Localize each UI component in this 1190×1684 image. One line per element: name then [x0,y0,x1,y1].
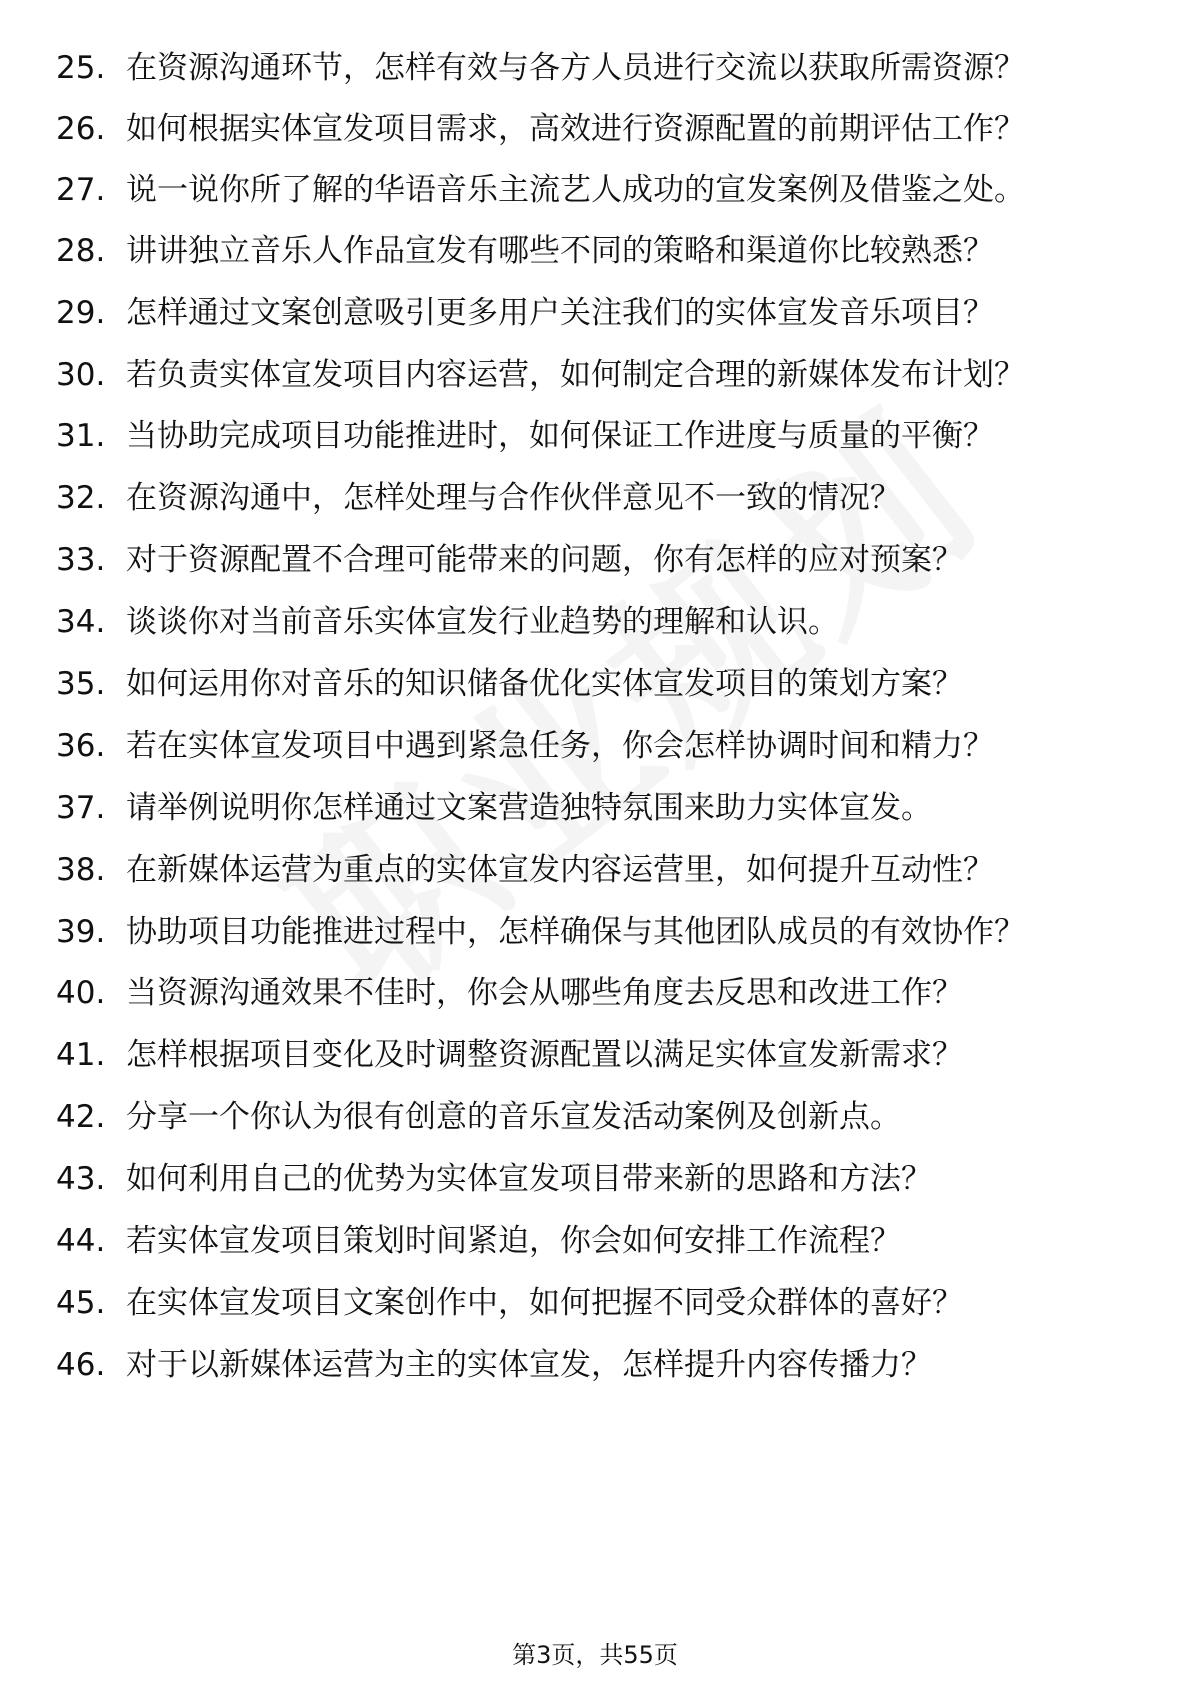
question-text: 在实体宣发项目文案创作中，如何把握不同受众群体的喜好？ [126,1285,963,1321]
question-number: 36. [56,728,106,764]
question-item [56,1159,1136,1200]
question-text: 在资源沟通环节，怎样有效与各方人员进行交流以获取所需资源？ [126,50,1025,86]
question-text: 分享一个你认为很有创意的音乐宣发活动案例及创新点。 [126,1099,901,1135]
question-item [56,293,1136,334]
question-number: 33. [56,542,106,578]
question-item [56,540,1136,581]
question-number: 41. [56,1037,106,1073]
question-number: 27. [56,172,106,208]
question-number: 42. [56,1099,106,1135]
question-item [56,664,1136,705]
question-item [56,109,1136,150]
question-text: 如何运用你对音乐的知识储备优化实体宣发项目的策划方案？ [126,666,963,702]
question-item [56,602,1136,643]
question-item [56,850,1136,891]
question-text: 怎样通过文案创意吸引更多用户关注我们的实体宣发音乐项目？ [126,295,994,331]
question-number: 45. [56,1285,106,1321]
question-text: 如何利用自己的优势为实体宣发项目带来新的思路和方法？ [126,1161,932,1197]
question-text: 请举例说明你怎样通过文案营造独特氛围来助力实体宣发。 [126,790,932,826]
question-number: 29. [56,295,106,331]
question-number: 32. [56,480,106,516]
question-text: 若负责实体宣发项目内容运营，如何制定合理的新媒体发布计划？ [126,357,1025,393]
question-number: 44. [56,1223,106,1259]
question-text: 对于以新媒体运营为主的实体宣发，怎样提升内容传播力？ [126,1347,932,1383]
question-text: 当资源沟通效果不佳时，你会从哪些角度去反思和改进工作？ [126,975,963,1011]
question-list [56,48,1136,1407]
question-text: 怎样根据项目变化及时调整资源配置以满足实体宣发新需求？ [126,1037,963,1073]
question-item [56,788,1136,829]
question-text: 若实体宣发项目策划时间紧迫，你会如何安排工作流程？ [126,1223,901,1259]
question-number: 30. [56,357,106,393]
question-number: 35. [56,666,106,702]
question-item [56,726,1136,767]
question-text: 在资源沟通中，怎样处理与合作伙伴意见不一致的情况？ [126,480,901,516]
question-number: 37. [56,790,106,826]
question-number: 26. [56,111,106,147]
question-text: 如何根据实体宣发项目需求，高效进行资源配置的前期评估工作？ [126,111,1025,147]
question-number: 31. [56,418,106,454]
question-item [56,1035,1136,1076]
question-item [56,912,1136,953]
question-number: 39. [56,914,106,950]
question-item [56,355,1136,396]
question-number: 25. [56,50,106,86]
question-item [56,1097,1136,1138]
question-number: 40. [56,975,106,1011]
question-item [56,170,1136,211]
question-item [56,973,1136,1014]
question-number: 46. [56,1347,106,1383]
question-text: 协助项目功能推进过程中，怎样确保与其他团队成员的有效协作？ [126,914,1025,950]
question-text: 对于资源配置不合理可能带来的问题，你有怎样的应对预案？ [126,542,963,578]
question-number: 28. [56,233,106,269]
page-footer: 第3页，共55页 [512,1641,678,1669]
question-text: 在新媒体运营为重点的实体宣发内容运营里，如何提升互动性？ [126,852,994,888]
question-item [56,1283,1136,1324]
question-text: 若在实体宣发项目中遇到紧急任务，你会怎样协调时间和精力？ [126,728,994,764]
question-item [56,1221,1136,1262]
question-number: 34. [56,604,106,640]
question-text: 讲讲独立音乐人作品宣发有哪些不同的策略和渠道你比较熟悉？ [126,233,994,269]
question-text: 谈谈你对当前音乐实体宣发行业趋势的理解和认识。 [126,604,839,640]
question-number: 38. [56,852,106,888]
question-item [56,231,1136,272]
question-item [56,478,1136,519]
question-item [56,1345,1136,1386]
question-text: 当协助完成项目功能推进时，如何保证工作进度与质量的平衡？ [126,418,994,454]
question-item [56,416,1136,457]
question-number: 43. [56,1161,106,1197]
question-text: 说一说你所了解的华语音乐主流艺人成功的宣发案例及借鉴之处。 [126,172,1025,208]
question-item [56,48,1136,89]
